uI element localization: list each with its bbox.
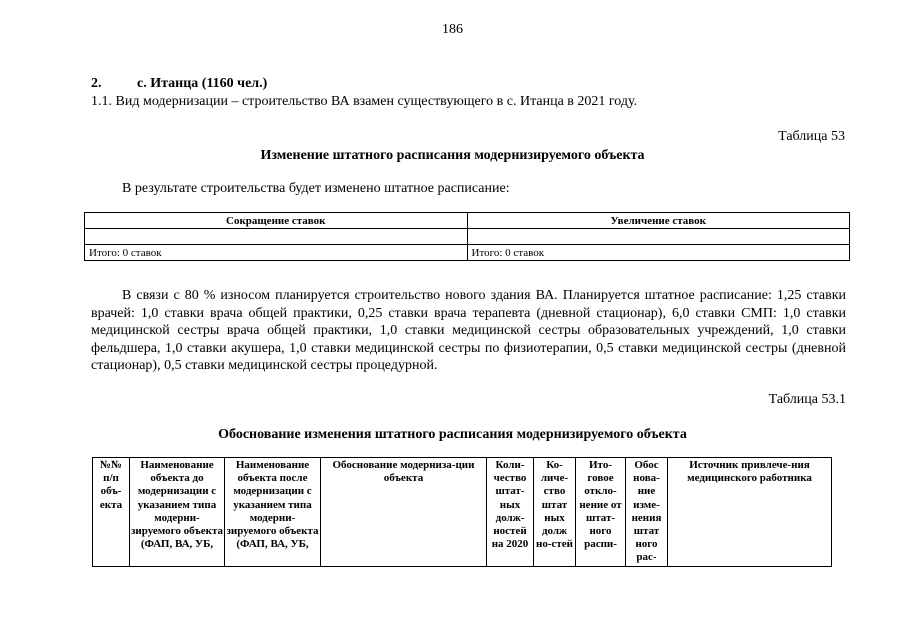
table53-intro: В результате строительства будет изменено штатное расписание:	[122, 181, 510, 196]
body-paragraph	[91, 287, 846, 375]
staff-change-table	[84, 212, 850, 261]
header-source: Источник привлече-ния медицинского работника	[668, 458, 832, 567]
table-header-row	[93, 458, 832, 567]
header-object-after: Наименование объекта после модернизации с указанием типа модерни-зируемого объекта (ФАП, ВА, УБ,	[225, 458, 321, 567]
section-number: 2.	[91, 76, 102, 91]
section-title: с. Итанца (1160 чел.)	[137, 76, 268, 91]
table-cell-empty	[467, 229, 850, 245]
header-positions-2020: Коли-чество штат-ных долж-ностей на 2020	[487, 458, 534, 567]
justification-table	[92, 457, 832, 567]
section-heading	[91, 76, 267, 92]
header-increase: Увеличение ставок	[467, 213, 850, 229]
table-row	[85, 229, 850, 245]
header-deviation: Ито-говое откло-нение от штат-ного распи-	[576, 458, 626, 567]
header-reduction: Сокращение ставок	[85, 213, 468, 229]
total-increase: Итого: 0 ставок	[467, 245, 850, 261]
table53-caption: Таблица 53	[778, 129, 845, 144]
table-cell-empty	[85, 229, 468, 245]
header-object-number: №№ п/п объ-екта	[93, 458, 130, 567]
table53-1-title: Обоснование изменения штатного расписания модернизируемого объекта	[218, 427, 687, 442]
section-subtitle: 1.1. Вид модернизации – строительство ВА взамен существующего в с. Итанца в 2021 году.	[91, 94, 638, 109]
header-positions: Ко-личе-ство штат ных долж но-стей	[534, 458, 576, 567]
page-number: 186	[442, 22, 463, 37]
paragraph-text: В связи с 80 % износом планируется строительство нового здания ВА. Планируется штатное расписание: 1,25 ставки врачей: 1,0 ставки врача общей практики, 0,25 ставки врача терапевта (дневной стационар), 6,0 ставки СМП: 1,0 ставки медицинской сестры врача общей практики, 1,0 ставки медицинской сестры образовательных учреждений, 1,0 ставки фельдшера, 1,0 ставки акушера, 1,0 ставки медицинской сестры по физиотерапии, 0,5 ставки медицинской сестры (дневной стационар), 0,5 ставки медицинской сестры процедурной.	[91, 288, 846, 374]
justification-table-wrapper	[84, 457, 844, 580]
table53-title: Изменение штатного расписания модернизируемого объекта	[260, 148, 645, 163]
total-reduction: Итого: 0 ставок	[85, 245, 468, 261]
header-justification: Обоснование модерниза-ции объекта	[321, 458, 487, 567]
table-header-row	[85, 213, 850, 229]
header-change-reason: Обос нова-ние изме-нения штат ного рас-	[626, 458, 668, 567]
table-total-row	[85, 245, 850, 261]
header-object-before: Наименование объекта до модернизации с указанием типа модерни-зируемого объекта (ФАП, ВА, УБ,	[130, 458, 225, 567]
table53-1-caption: Таблица 53.1	[768, 392, 846, 407]
